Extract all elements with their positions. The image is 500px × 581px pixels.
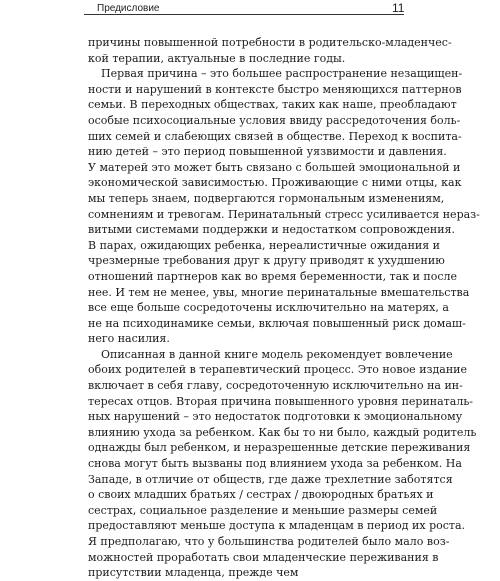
text-line: ных нарушений – это недостаток подготовки к эмоциональному (88, 410, 463, 424)
paragraph (88, 66, 480, 347)
page-number: 11 (392, 1, 405, 15)
text-line: влиянию ухода за ребенком. Как бы то ни было, каждый родитель (88, 425, 477, 439)
text-line: У матерей это может быть связано с большей эмоциональной и (88, 160, 461, 174)
text-line: однажды был ребенком, и неразрешенные детские переживания (88, 441, 471, 455)
text-line: обоих родителей в терапевтический процесс. Это новое издание (88, 363, 468, 377)
paragraph (88, 347, 477, 581)
text-line: причины повышенной потребности в родительско-младенчес- (88, 36, 452, 49)
text-line: все еще больше сосредоточены исключительно на матерях, а (88, 301, 449, 315)
text-line: кой терапии, актуальные в последние годы. (88, 51, 346, 65)
text-line: сомнениям и тревогам. Перинатальный стресс усиливается нераз- (88, 207, 480, 221)
text-line: присутствии младенца, прежде чем (88, 566, 299, 580)
text-line: Описанная в данной книге модель рекомендует вовлечение (101, 347, 453, 361)
text-line: отношений партнеров как во время беременности, так и после (88, 269, 458, 283)
text-line: сестрах, социальное разделение и меньшие размеры семей (88, 503, 438, 517)
text-line: тересах отцов. Вторая причина повышенного уровня перинаталь- (88, 394, 474, 408)
body-text (88, 35, 480, 581)
chapter-title: Предисловие (97, 3, 160, 14)
text-line: нее. И тем не менее, увы, многие перинатальные вмешательства (88, 285, 470, 299)
text-line: Первая причина – это большее распространение незащищен- (101, 67, 463, 81)
text-line: нию детей – это период повышенной уязвимости и давления. (88, 145, 447, 159)
text-line: ности и нарушений в контексте быстро меняющихся паттернов (88, 82, 462, 96)
text-line: мы теперь знаем, подвергаются гормональным изменениям, (88, 191, 445, 205)
text-line: Я предполагаю, что у большинства родителей было мало воз- (88, 535, 450, 548)
text-line: экономической зависимостью. Проживающие с ними отцы, как (88, 176, 462, 190)
text-line: витыми системами поддержки и недостатком сопровождения. (88, 223, 455, 237)
text-line: ших семей и слабеющих связей в обществе. Переход к воспита- (88, 129, 462, 143)
text-line: особые психосоциальные условия ввиду рассредоточения боль- (88, 113, 461, 127)
text-line: включает в себя главу, сосредоточенную исключительно на ин- (88, 379, 463, 393)
running-header (0, 0, 500, 18)
text-line: В парах, ожидающих ребенка, нереалистичные ожидания и (88, 238, 440, 252)
text-line: можностей проработать свои младенческие переживания в (88, 550, 439, 564)
text-line: него насилия. (88, 332, 170, 346)
text-line: семьи. В переходных обществах, таких как наше, преобладают (88, 98, 457, 112)
text-line: Западе, в отличие от обществ, где даже трехлетние заботятся (88, 472, 453, 486)
text-line: чрезмерные требования друг к другу приводят к ухудшению (88, 254, 445, 268)
paragraph (88, 35, 452, 66)
text-line: не на психодинамике семьи, включая повышенный риск домаш- (88, 316, 466, 330)
header-rule (84, 14, 404, 15)
text-line: снова могут быть вызваны под влиянием ухода за ребенком. На (88, 457, 462, 471)
text-line: о своих младших братьях / сестрах / двоюродных братьях и (88, 488, 434, 502)
text-line: предоставляют меньше доступа к младенцам в период их роста. (88, 519, 466, 533)
